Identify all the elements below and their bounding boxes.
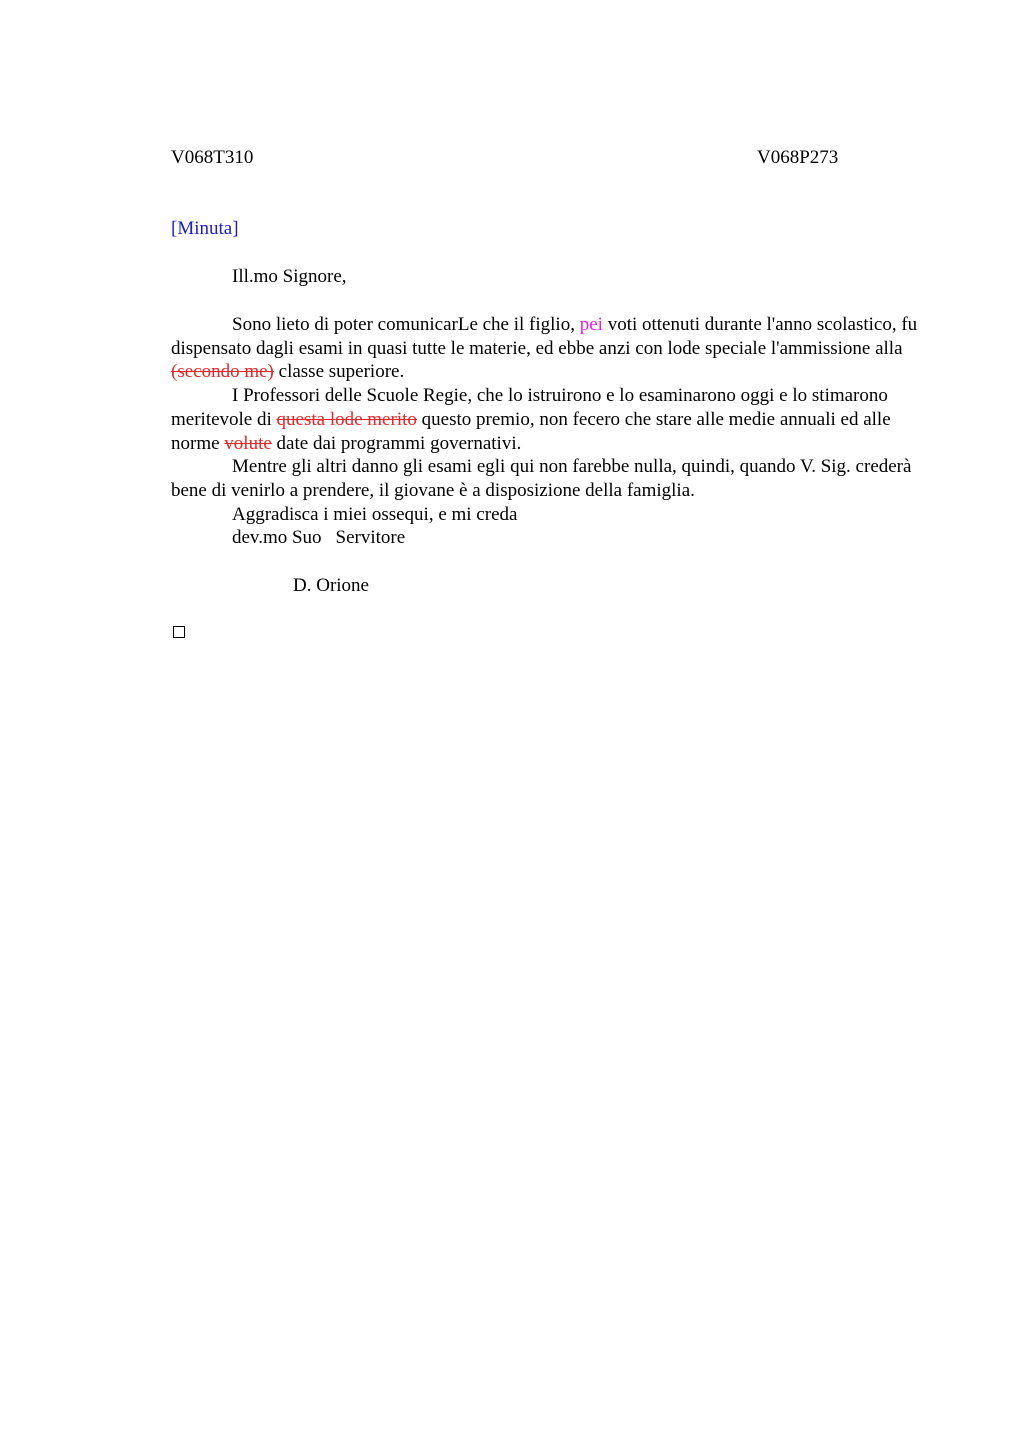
paragraph-2: I Professori delle Scuole Regie, che lo istruirono e lo esaminarono oggi e lo stimarono meritevole di questa lode merito questo premio, non fecero che stare alle medie annuali ed alle norme volute date dai programmi governativi. [171, 385, 891, 454]
deleted-text: questa lode merito [276, 408, 417, 430]
end-square-icon [173, 626, 185, 638]
closing-line: Aggradisca i miei ossequi, e mi creda [232, 503, 518, 525]
deleted-text: volute [224, 432, 272, 454]
closing-servitude: dev.mo Suo Servitore [232, 527, 406, 549]
insertion-text: pei [579, 314, 603, 335]
signature: D. Orione [293, 575, 369, 596]
document-code-right: V068P273 [757, 147, 839, 168]
paragraph-3: Mentre gli altri danno gli esami egli qui non farebbe nulla, quindi, quando V. Sig. crederà bene di venirlo a prendere, il giovane è a disposizione della famiglia. [171, 456, 912, 501]
letter-body [171, 313, 921, 550]
deleted-text: (secondo me) [171, 361, 274, 383]
paragraph-1: Sono lieto di poter comunicarLe che il figlio, pei voti ottenuti durante l'anno scolastico, fu dispensato dagli esami in quasi tutte le materie, ed ebbe anzi con lode speciale l'ammissione alla (secondo me) classe superiore. [171, 314, 918, 383]
document-code-left: V068T310 [171, 147, 254, 168]
editorial-note: [Minuta] [171, 218, 239, 239]
salutation: Ill.mo Signore, [232, 266, 347, 287]
